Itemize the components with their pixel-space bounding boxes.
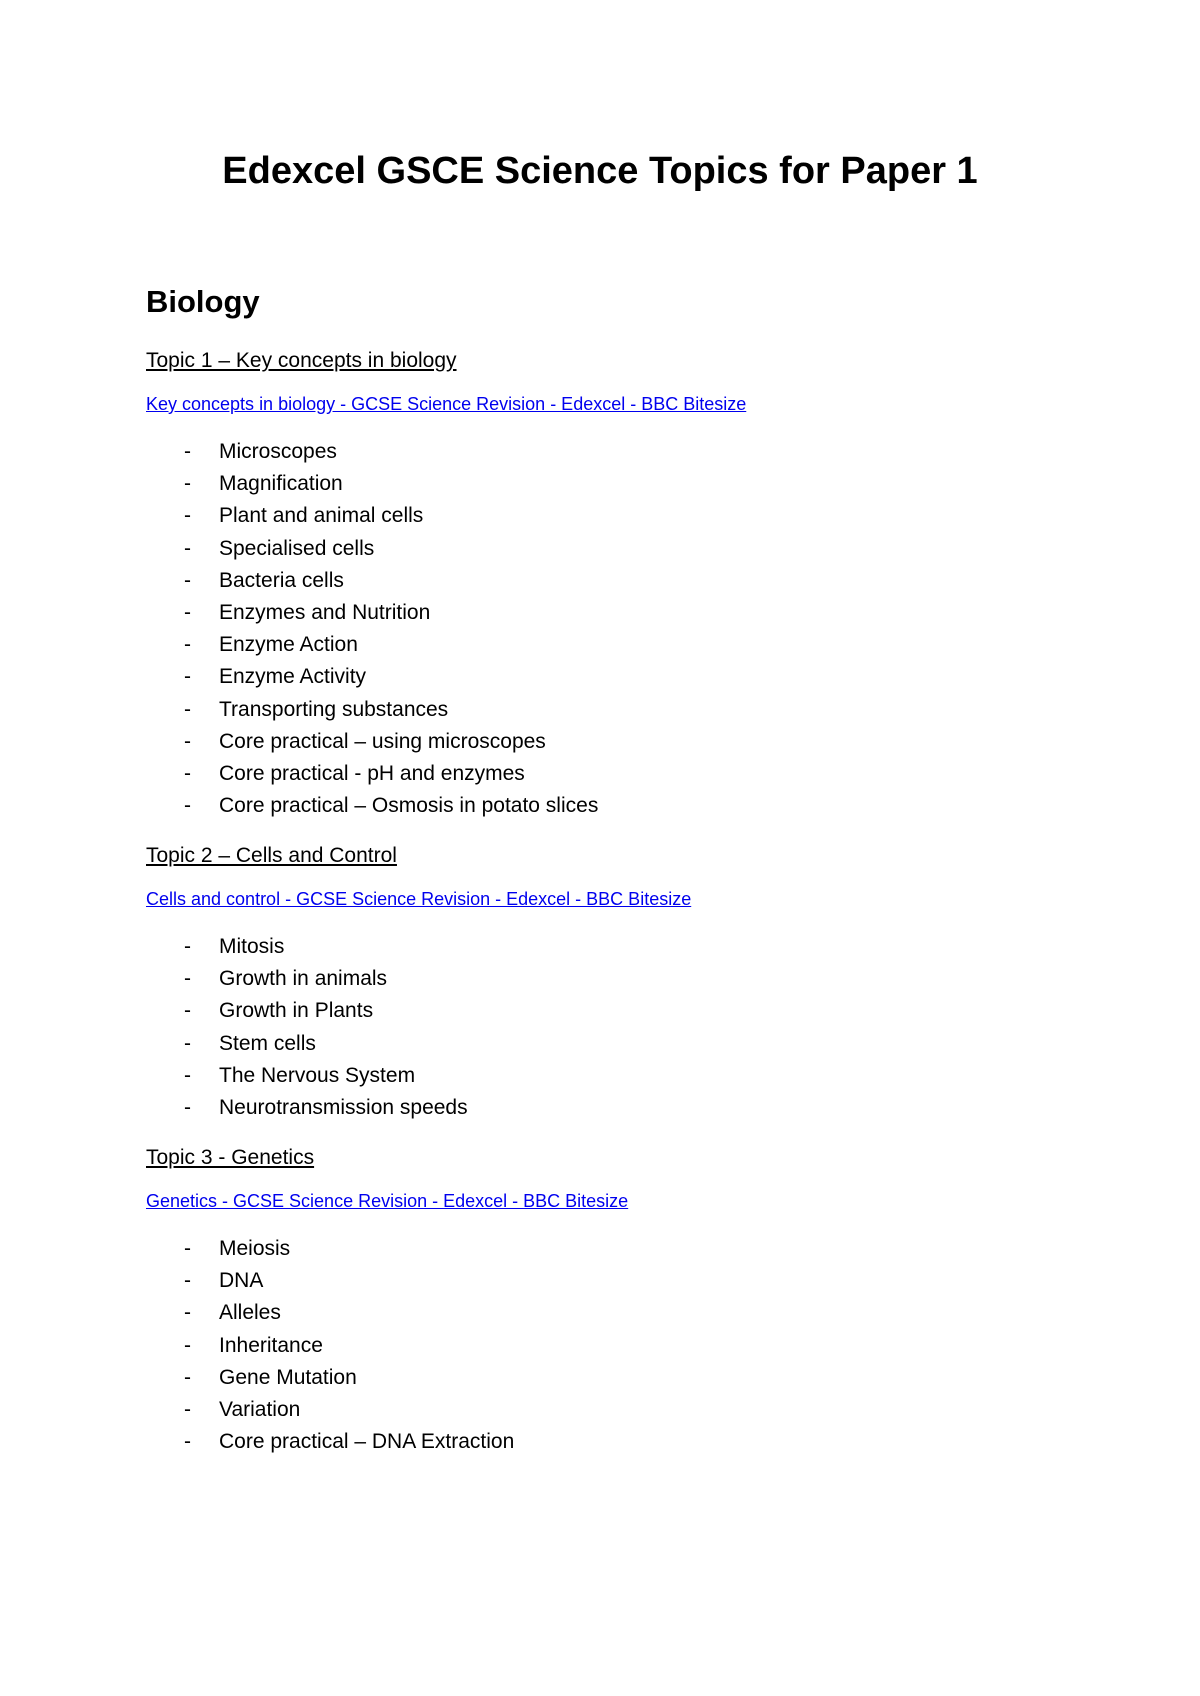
- list-item: [146, 1426, 1106, 1458]
- topic-2-bitesize-link[interactable]: Cells and control - GCSE Science Revision - Edexcel - BBC Bitesize: [146, 889, 692, 909]
- topic-2: [146, 841, 1106, 1124]
- list-item: [146, 931, 1106, 963]
- dash-bullet-icon: -: [184, 761, 191, 785]
- topic-3-bitesize-link[interactable]: Genetics - GCSE Science Revision - Edexcel - BBC Bitesize: [146, 1191, 629, 1211]
- list-item: [146, 629, 1106, 661]
- dash-bullet-icon: -: [184, 1095, 191, 1119]
- list-item: [146, 1092, 1106, 1124]
- section-heading-biology: Biology: [146, 284, 260, 319]
- list-item-label: Enzyme Activity: [219, 665, 367, 689]
- list-item-label: Alleles: [219, 1301, 281, 1325]
- list-item: [146, 1297, 1106, 1329]
- list-item-label: Core practical – using microscopes: [219, 729, 546, 753]
- list-item-label: Specialised cells: [219, 536, 375, 560]
- list-item-label: Mitosis: [219, 935, 285, 958]
- list-item-label: Gene Mutation: [219, 1365, 357, 1389]
- topic-1-list: [146, 436, 1106, 822]
- dash-bullet-icon: -: [184, 472, 191, 496]
- list-item: [146, 790, 1106, 822]
- document-title: Edexcel GSCE Science Topics for Paper 1: [222, 150, 978, 192]
- dash-bullet-icon: -: [184, 1430, 191, 1454]
- list-item-label: Core practical – Osmosis in potato slices: [219, 794, 599, 818]
- list-item-label: Enzyme Action: [219, 633, 358, 657]
- dash-bullet-icon: -: [184, 600, 191, 624]
- list-item: [146, 1265, 1106, 1297]
- list-item: [146, 758, 1106, 790]
- list-item: [146, 1233, 1106, 1265]
- list-item-label: Growth in animals: [219, 967, 388, 991]
- list-item: [146, 1330, 1106, 1362]
- topic-3-heading: Topic 3 - Genetics: [146, 1146, 315, 1169]
- list-item-label: Meiosis: [219, 1237, 291, 1260]
- topic-1: [146, 346, 1106, 822]
- dash-bullet-icon: -: [184, 697, 191, 721]
- list-item-label: Transporting substances: [219, 697, 449, 721]
- list-item: [146, 500, 1106, 532]
- dash-bullet-icon: -: [184, 1365, 191, 1389]
- list-item-label: Inheritance: [219, 1333, 323, 1357]
- list-item-label: Bacteria cells: [219, 568, 344, 592]
- list-item-label: Neurotransmission speeds: [219, 1095, 468, 1119]
- list-item-label: Growth in Plants: [219, 999, 374, 1023]
- dash-bullet-icon: -: [184, 633, 191, 657]
- dash-bullet-icon: -: [184, 665, 191, 689]
- list-item-label: Core practical – DNA Extraction: [219, 1430, 515, 1454]
- dash-bullet-icon: -: [184, 536, 191, 560]
- list-item: [146, 726, 1106, 758]
- list-item-label: Plant and animal cells: [219, 504, 424, 528]
- dash-bullet-icon: -: [184, 440, 191, 463]
- list-item: [146, 1060, 1106, 1092]
- dash-bullet-icon: -: [184, 1031, 191, 1055]
- topic-2-heading: Topic 2 – Cells and Control: [146, 844, 397, 867]
- list-item: [146, 1394, 1106, 1426]
- list-item-label: Stem cells: [219, 1031, 316, 1055]
- dash-bullet-icon: -: [184, 1237, 191, 1260]
- topic-1-bitesize-link[interactable]: Key concepts in biology - GCSE Science Revision - Edexcel - BBC Bitesize: [146, 394, 747, 414]
- list-item-label: DNA: [219, 1269, 264, 1293]
- dash-bullet-icon: -: [184, 504, 191, 528]
- list-item: [146, 468, 1106, 500]
- list-item: [146, 1028, 1106, 1060]
- list-item-label: Enzymes and Nutrition: [219, 600, 431, 624]
- topic-3-list: [146, 1233, 1106, 1458]
- dash-bullet-icon: -: [184, 1063, 191, 1087]
- list-item: [146, 436, 1106, 468]
- list-item-label: The Nervous System: [219, 1063, 416, 1087]
- list-item-label: Variation: [219, 1397, 301, 1421]
- dash-bullet-icon: -: [184, 1269, 191, 1293]
- list-item-label: Microscopes: [219, 440, 337, 463]
- dash-bullet-icon: -: [184, 729, 191, 753]
- list-item-label: Core practical - pH and enzymes: [219, 761, 525, 785]
- topic-3: [146, 1143, 1106, 1458]
- dash-bullet-icon: -: [184, 1333, 191, 1357]
- list-item: [146, 963, 1106, 995]
- list-item: [146, 1362, 1106, 1394]
- topic-1-heading: Topic 1 – Key concepts in biology: [146, 349, 457, 372]
- dash-bullet-icon: -: [184, 568, 191, 592]
- dash-bullet-icon: -: [184, 794, 191, 818]
- topic-2-list: [146, 931, 1106, 1124]
- list-item: [146, 565, 1106, 597]
- list-item: [146, 694, 1106, 726]
- dash-bullet-icon: -: [184, 967, 191, 991]
- list-item: [146, 597, 1106, 629]
- dash-bullet-icon: -: [184, 1301, 191, 1325]
- list-item: [146, 661, 1106, 693]
- dash-bullet-icon: -: [184, 935, 191, 958]
- dash-bullet-icon: -: [184, 1397, 191, 1421]
- list-item-label: Magnification: [219, 472, 343, 496]
- list-item: [146, 533, 1106, 565]
- list-item: [146, 995, 1106, 1027]
- dash-bullet-icon: -: [184, 999, 191, 1023]
